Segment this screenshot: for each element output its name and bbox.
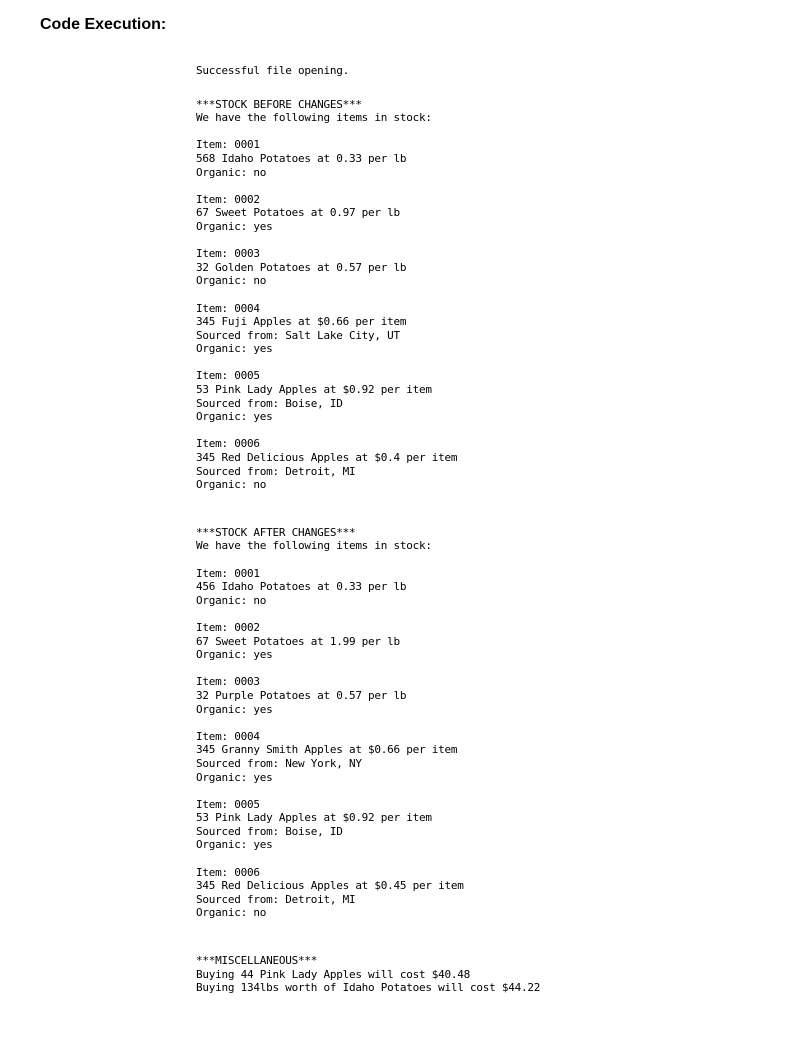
item-detail-line: Organic: no <box>196 478 267 492</box>
item-detail-line: Organic: yes <box>196 770 273 784</box>
stock-item <box>196 567 776 608</box>
item-detail-line: Sourced from: New York, NY <box>196 756 362 770</box>
stock-before-intro: We have the following items in stock: <box>196 111 432 125</box>
item-number: Item: 0001 <box>196 566 260 580</box>
item-detail-line: Organic: yes <box>196 410 273 424</box>
stock-after-intro: We have the following items in stock: <box>196 539 432 553</box>
item-detail-line: Sourced from: Salt Lake City, UT <box>196 328 400 342</box>
stock-item <box>196 138 776 179</box>
item-number: Item: 0002 <box>196 192 260 206</box>
item-detail-line: Sourced from: Boise, ID <box>196 396 343 410</box>
miscellaneous-line: Buying 44 Pink Lady Apples will cost $40.48 <box>196 967 471 981</box>
item-detail-line: Sourced from: Detroit, MI <box>196 464 356 478</box>
stock-after-section <box>196 526 776 920</box>
stock-item <box>196 866 776 920</box>
item-detail-line: 32 Golden Potatoes at 0.57 per lb <box>196 260 407 274</box>
stock-item <box>196 369 776 423</box>
item-number: Item: 0002 <box>196 620 260 634</box>
stock-item <box>196 247 776 288</box>
item-number: Item: 0006 <box>196 865 260 879</box>
stock-item <box>196 193 776 234</box>
stock-item <box>196 730 776 784</box>
stock-item <box>196 675 776 716</box>
stock-before-header: ***STOCK BEFORE CHANGES*** <box>196 97 362 111</box>
page-heading: Code Execution: <box>40 16 167 33</box>
item-detail-line: 53 Pink Lady Apples at $0.92 per item <box>196 811 432 825</box>
item-number: Item: 0003 <box>196 247 260 261</box>
miscellaneous-header: ***MISCELLANEOUS*** <box>196 954 318 968</box>
item-number: Item: 0004 <box>196 301 260 315</box>
item-detail-line: 67 Sweet Potatoes at 0.97 per lb <box>196 206 400 220</box>
item-number: Item: 0005 <box>196 369 260 383</box>
item-detail-line: 53 Pink Lady Apples at $0.92 per item <box>196 383 432 397</box>
item-number: Item: 0006 <box>196 437 260 451</box>
item-number: Item: 0004 <box>196 729 260 743</box>
miscellaneous-line: Buying 134lbs worth of Idaho Potatoes will cost $44.22 <box>196 981 541 995</box>
item-detail-line: 345 Granny Smith Apples at $0.66 per item <box>196 743 458 757</box>
item-detail-line: Organic: yes <box>196 219 273 233</box>
open-status-section <box>196 64 776 78</box>
item-number: Item: 0005 <box>196 797 260 811</box>
stock-item <box>196 437 776 491</box>
item-detail-line: Organic: no <box>196 274 267 288</box>
item-detail-line: Organic: yes <box>196 648 273 662</box>
item-detail-line: 568 Idaho Potatoes at 0.33 per lb <box>196 151 407 165</box>
item-number: Item: 0003 <box>196 675 260 689</box>
program-output <box>196 64 776 995</box>
item-detail-line: 67 Sweet Potatoes at 1.99 per lb <box>196 634 400 648</box>
item-detail-line: Organic: yes <box>196 838 273 852</box>
stock-item <box>196 302 776 356</box>
stock-before-section <box>196 98 776 492</box>
item-detail-line: Organic: no <box>196 165 267 179</box>
open-message: Successful file opening. <box>196 64 349 77</box>
item-detail-line: 32 Purple Potatoes at 0.57 per lb <box>196 688 407 702</box>
item-detail-line: 456 Idaho Potatoes at 0.33 per lb <box>196 580 407 594</box>
stock-item <box>196 798 776 852</box>
stock-item <box>196 621 776 662</box>
item-detail-line: 345 Fuji Apples at $0.66 per item <box>196 315 407 329</box>
item-detail-line: 345 Red Delicious Apples at $0.45 per item <box>196 879 464 893</box>
item-detail-line: Organic: no <box>196 593 267 607</box>
item-number: Item: 0001 <box>196 138 260 152</box>
item-detail-line: Organic: no <box>196 906 267 920</box>
item-detail-line: Sourced from: Detroit, MI <box>196 892 356 906</box>
miscellaneous-section <box>196 954 776 995</box>
stock-after-header: ***STOCK AFTER CHANGES*** <box>196 525 356 539</box>
item-detail-line: Organic: yes <box>196 342 273 356</box>
item-detail-line: Organic: yes <box>196 702 273 716</box>
item-detail-line: 345 Red Delicious Apples at $0.4 per item <box>196 451 458 465</box>
item-detail-line: Sourced from: Boise, ID <box>196 824 343 838</box>
